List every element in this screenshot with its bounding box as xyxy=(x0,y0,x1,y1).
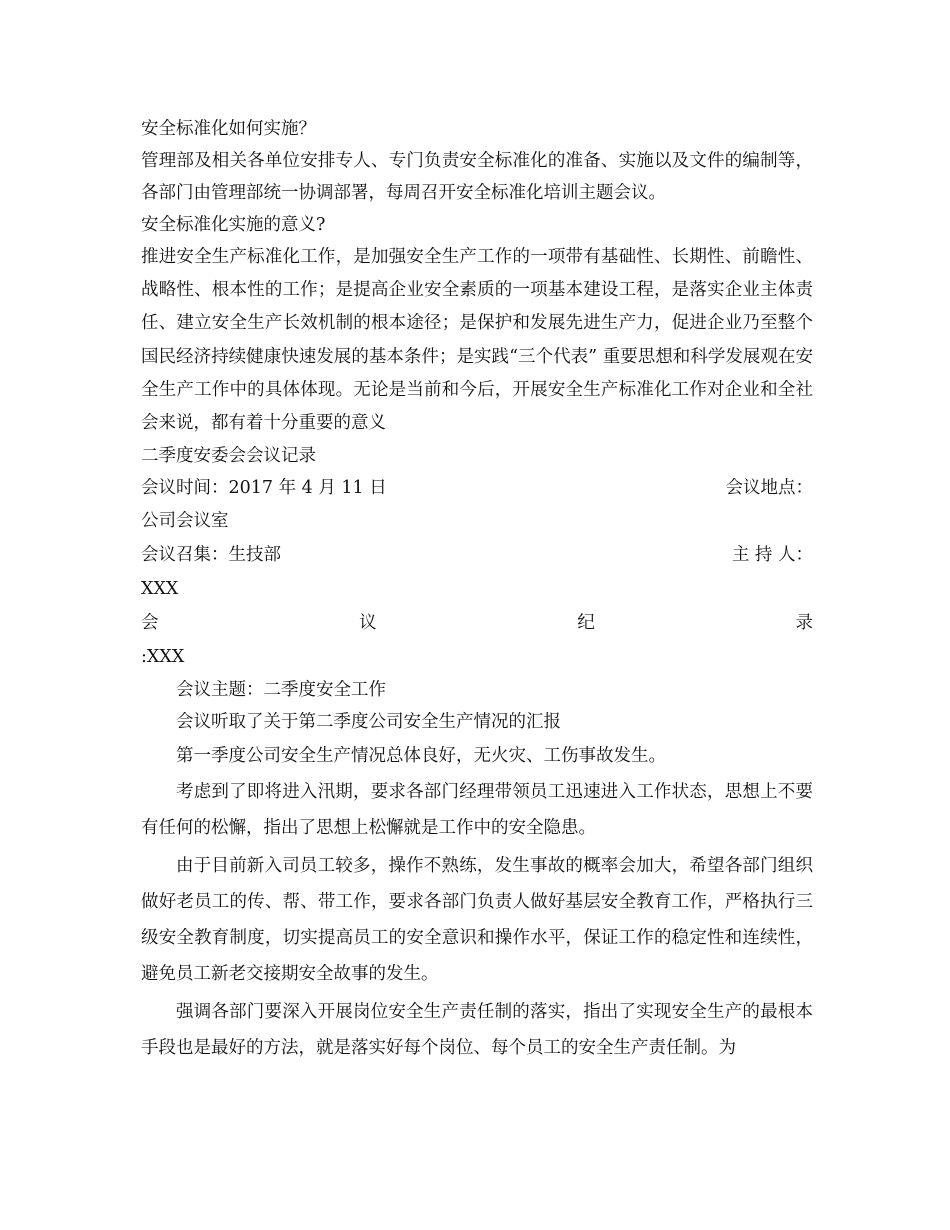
meeting-place-value: 公司会议室 xyxy=(141,511,229,531)
para-flood: 考虑到了即将进入汛期，要求各部门经理带领员工迅速进入工作状态，思想上不要有任何的松懈，指出了思想上松懈就是工作中的安全隐患。 xyxy=(141,782,813,838)
meeting-heard: 会议听取了关于第二季度公司安全生产情况的汇报 xyxy=(176,712,561,732)
recorder-row xyxy=(141,606,813,640)
q1-summary: 第一季度公司安全生产情况总体良好，无火灾、工伤事故发生。 xyxy=(176,746,666,766)
recorder-char-2: 议 xyxy=(359,613,377,633)
host-label: 主 持 人： xyxy=(731,545,813,565)
document-page xyxy=(141,113,813,1066)
q1-answer: 管理部及相关各单位安排专人、专门负责安全标准化的准备、实施以及文件的编制等，各部门由管理部统一协调部署，每周召开安全标准化培训主题会议。 xyxy=(141,151,813,203)
meeting-time-row xyxy=(141,472,813,504)
q1-title: 安全标准化如何实施？ xyxy=(141,119,316,139)
q2-answer: 推进安全生产标准化工作，是加强安全生产工作的一项带有基础性、长期性、前瞻性、战略性、根本性的工作；是提高企业安全素质的一项基本建设工程，是落实企业主体责任、建立安全生产长效机制的根本途径；是保护和发展先进生产力，促进企业乃至整个国民经济持续健康快速发展的基本条件；是实践“三个代表” 重要思想和科学发展观在安全生产工作中的具体体现。无论是当前和今后，开展安全生产标准化工作对企业和全社会来说，都有着十分重要的意义 xyxy=(141,247,813,434)
meeting-topic: 会议主题：二季度安全工作 xyxy=(176,680,386,700)
q2-title: 安全标准化实施的意义? xyxy=(141,215,326,235)
convener: 会议召集：生技部 xyxy=(141,545,281,565)
convener-row xyxy=(141,538,813,572)
meeting-place-label: 会议地点： xyxy=(725,478,813,498)
host-value: XXX xyxy=(141,579,179,599)
recorder-value: :XXX xyxy=(141,647,185,667)
recorder-char-1: 会 xyxy=(141,613,159,633)
meeting-time: 会议时间：2017 年 4 月 11 日 xyxy=(141,478,387,498)
meeting-title: 二季度安委会会议记录 xyxy=(141,446,316,466)
recorder-char-3: 纪 xyxy=(577,613,595,633)
recorder-char-4: 录 xyxy=(795,613,813,633)
para-newstaff: 由于目前新入司员工较多，操作不熟练，发生事故的概率会加大，希望各部门组织做好老员工的传、帮、带工作，要求各部门负责人做好基层安全教育工作，严格执行三级安全教育制度，切实提高员工的安全意识和操作水平，保证工作的稳定性和连续性，避免员工新老交接期安全故事的发生。 xyxy=(141,856,813,984)
para-responsibility: 强调各部门要深入开展岗位安全生产责任制的落实，指出了实现安全生产的最根本手段也是最好的方法，就是落实好每个岗位、每个员工的安全生产责任制。为 xyxy=(141,1002,813,1058)
